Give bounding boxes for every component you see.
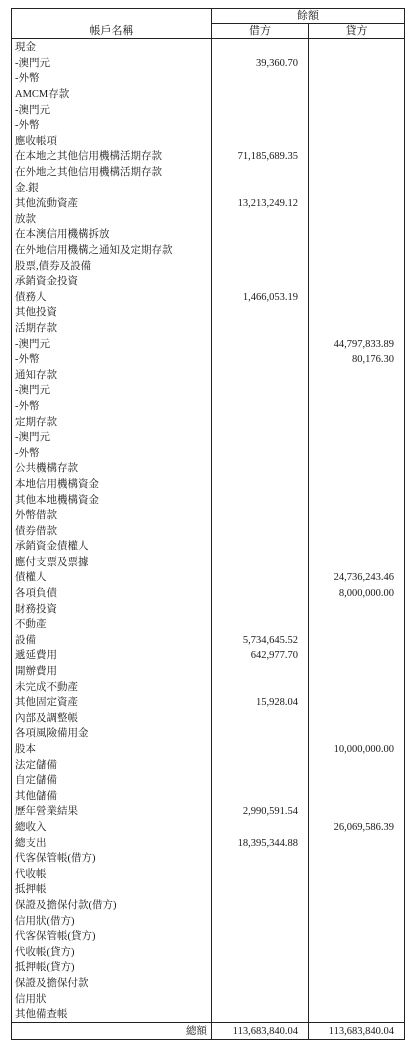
account-name-cell: -外幣 [12, 71, 212, 87]
debit-cell [212, 461, 309, 477]
credit-cell: 26,069,586.39 [309, 820, 405, 836]
account-name-cell: 信用狀 [12, 991, 212, 1007]
table-row [12, 929, 405, 945]
table-row [12, 1007, 405, 1023]
credit-cell [309, 695, 405, 711]
debit-cell [212, 102, 309, 118]
account-name-cell: -外幣 [12, 445, 212, 461]
credit-cell [309, 477, 405, 493]
debit-cell [212, 757, 309, 773]
debit-cell [212, 274, 309, 290]
table-row [12, 617, 405, 633]
credit-cell [309, 102, 405, 118]
credit-cell [309, 445, 405, 461]
account-name-cell: 公共機構存款 [12, 461, 212, 477]
credit-cell [309, 633, 405, 649]
table-row [12, 757, 405, 773]
table-row [12, 898, 405, 914]
account-name-cell: AMCM存款 [12, 87, 212, 103]
table-row [12, 586, 405, 602]
table-row [12, 305, 405, 321]
table-row [12, 492, 405, 508]
debit-cell: 13,213,249.12 [212, 196, 309, 212]
table-row [12, 664, 405, 680]
credit-cell [309, 383, 405, 399]
debit-cell [212, 212, 309, 228]
debit-cell [212, 227, 309, 243]
debit-cell [212, 679, 309, 695]
debit-cell [212, 492, 309, 508]
total-credit: 113,683,840.04 [309, 1023, 405, 1040]
account-name-cell: 其他流動資產 [12, 196, 212, 212]
account-name-cell: 承銷資金債權人 [12, 539, 212, 555]
debit-cell [212, 711, 309, 727]
table-row [12, 336, 405, 352]
debit-cell [212, 1007, 309, 1023]
debit-cell [212, 991, 309, 1007]
credit-cell [309, 929, 405, 945]
credit-cell: 80,176.30 [309, 352, 405, 368]
table-row [12, 508, 405, 524]
account-name-cell: -澳門元 [12, 102, 212, 118]
table-row [12, 227, 405, 243]
account-name-cell: 保證及擔保付款 [12, 976, 212, 992]
account-name-cell: 本地信用機構資金 [12, 477, 212, 493]
account-name-cell: 債權人 [12, 570, 212, 586]
account-name-cell: 代客保管帳(貸方) [12, 929, 212, 945]
credit-cell [309, 726, 405, 742]
table-row [12, 118, 405, 134]
account-name-cell: -外幣 [12, 399, 212, 415]
account-name-cell: 不動產 [12, 617, 212, 633]
credit-cell [309, 991, 405, 1007]
credit-cell [309, 835, 405, 851]
account-name-cell: 歷年營業結果 [12, 804, 212, 820]
credit-cell [309, 898, 405, 914]
account-name-cell: 抵押帳(貸方) [12, 960, 212, 976]
credit-cell [309, 134, 405, 150]
account-name-cell: 現金 [12, 39, 212, 56]
credit-cell [309, 648, 405, 664]
table-row [12, 243, 405, 259]
debit-cell [212, 165, 309, 181]
account-name-cell: 金.銀 [12, 180, 212, 196]
table-row [12, 321, 405, 337]
credit-cell [309, 165, 405, 181]
credit-cell [309, 866, 405, 882]
credit-cell [309, 227, 405, 243]
total-debit: 113,683,840.04 [212, 1023, 309, 1040]
balance-header: 餘額 [212, 9, 405, 24]
debit-cell [212, 430, 309, 446]
table-row [12, 274, 405, 290]
debit-cell [212, 944, 309, 960]
table-row [12, 523, 405, 539]
debit-cell: 39,360.70 [212, 56, 309, 72]
account-name-header: 帳戶名稱 [12, 9, 212, 39]
account-name-cell: 各項風險備用金 [12, 726, 212, 742]
table-row [12, 212, 405, 228]
account-name-cell: 財務投資 [12, 601, 212, 617]
table-row [12, 539, 405, 555]
account-name-cell: 在本地之其他信用機構活期存款 [12, 149, 212, 165]
debit-cell: 1,466,053.19 [212, 290, 309, 306]
account-name-cell: -澳門元 [12, 56, 212, 72]
credit-cell [309, 601, 405, 617]
credit-cell [309, 243, 405, 259]
table-row [12, 835, 405, 851]
account-name-cell: 放款 [12, 212, 212, 228]
table-row [12, 991, 405, 1007]
account-rows [12, 39, 405, 1023]
table-row [12, 461, 405, 477]
credit-cell [309, 305, 405, 321]
debit-cell [212, 414, 309, 430]
account-name-cell: 開辦費用 [12, 664, 212, 680]
table-row [12, 290, 405, 306]
credit-cell [309, 555, 405, 571]
credit-cell [309, 196, 405, 212]
table-row [12, 820, 405, 836]
account-name-cell: 設備 [12, 633, 212, 649]
credit-cell [309, 913, 405, 929]
table-row [12, 134, 405, 150]
debit-cell [212, 39, 309, 56]
table-row [12, 944, 405, 960]
credit-cell [309, 976, 405, 992]
account-name-cell: 應付支票及票據 [12, 555, 212, 571]
account-name-cell: 遞延費用 [12, 648, 212, 664]
credit-cell [309, 789, 405, 805]
account-name-cell: 法定儲備 [12, 757, 212, 773]
debit-cell [212, 726, 309, 742]
account-name-cell: 自定儲備 [12, 773, 212, 789]
debit-cell: 5,734,645.52 [212, 633, 309, 649]
credit-cell [309, 757, 405, 773]
table-row [12, 71, 405, 87]
table-row [12, 445, 405, 461]
debit-cell [212, 383, 309, 399]
credit-cell [309, 711, 405, 727]
total-label: 總額 [12, 1023, 212, 1040]
credit-cell [309, 149, 405, 165]
credit-cell [309, 679, 405, 695]
account-name-cell: 總支出 [12, 835, 212, 851]
table-row [12, 196, 405, 212]
debit-cell [212, 367, 309, 383]
credit-cell: 44,797,833.89 [309, 336, 405, 352]
credit-cell [309, 212, 405, 228]
credit-cell [309, 367, 405, 383]
table-row [12, 679, 405, 695]
debit-cell [212, 180, 309, 196]
debit-cell [212, 258, 309, 274]
credit-cell [309, 523, 405, 539]
credit-cell [309, 882, 405, 898]
account-name-cell: 通知存款 [12, 367, 212, 383]
account-name-cell: 其他本地機構資金 [12, 492, 212, 508]
credit-cell [309, 773, 405, 789]
debit-cell [212, 882, 309, 898]
account-name-cell: 定期存款 [12, 414, 212, 430]
credit-cell [309, 321, 405, 337]
debit-cell [212, 134, 309, 150]
table-row [12, 742, 405, 758]
credit-cell: 10,000,000.00 [309, 742, 405, 758]
account-name-cell: 內部及調整帳 [12, 711, 212, 727]
debit-cell [212, 87, 309, 103]
table-header [12, 9, 405, 39]
account-name-cell: 在外地信用機構之通知及定期存款 [12, 243, 212, 259]
credit-cell [309, 664, 405, 680]
account-name-cell: 代收帳(貸方) [12, 944, 212, 960]
table-row [12, 976, 405, 992]
table-row [12, 149, 405, 165]
credit-cell [309, 804, 405, 820]
debit-cell [212, 445, 309, 461]
debit-cell [212, 477, 309, 493]
table-row [12, 960, 405, 976]
table-row [12, 570, 405, 586]
account-name-cell: 其他固定資產 [12, 695, 212, 711]
account-name-cell: 債務人 [12, 290, 212, 306]
credit-cell [309, 399, 405, 415]
debit-cell [212, 321, 309, 337]
debit-cell [212, 523, 309, 539]
table-row [12, 695, 405, 711]
table-row [12, 399, 405, 415]
table-row [12, 882, 405, 898]
credit-cell [309, 56, 405, 72]
account-name-cell: 信用狀(借方) [12, 913, 212, 929]
table-row [12, 555, 405, 571]
debit-cell [212, 352, 309, 368]
credit-cell [309, 851, 405, 867]
table-row [12, 648, 405, 664]
account-name-cell: 在本澳信用機構拆放 [12, 227, 212, 243]
credit-cell [309, 274, 405, 290]
debit-cell [212, 243, 309, 259]
debit-cell: 18,395,344.88 [212, 835, 309, 851]
credit-header: 貸方 [309, 24, 405, 39]
account-name-cell: 其他備查帳 [12, 1007, 212, 1023]
credit-cell [309, 960, 405, 976]
debit-cell: 2,990,591.54 [212, 804, 309, 820]
credit-cell [309, 461, 405, 477]
table-row [12, 866, 405, 882]
account-name-cell: -外幣 [12, 352, 212, 368]
table-row [12, 165, 405, 181]
account-name-cell: 代收帳 [12, 866, 212, 882]
debit-cell [212, 851, 309, 867]
account-name-cell: 債券借款 [12, 523, 212, 539]
debit-cell [212, 773, 309, 789]
debit-cell [212, 399, 309, 415]
debit-cell [212, 305, 309, 321]
debit-cell [212, 118, 309, 134]
credit-cell [309, 430, 405, 446]
debit-cell [212, 866, 309, 882]
debit-cell [212, 820, 309, 836]
credit-cell [309, 258, 405, 274]
debit-cell [212, 555, 309, 571]
total-row [12, 1023, 405, 1040]
debit-cell [212, 929, 309, 945]
debit-cell [212, 508, 309, 524]
table-row [12, 102, 405, 118]
table-row [12, 773, 405, 789]
credit-cell [309, 71, 405, 87]
credit-cell [309, 118, 405, 134]
account-name-cell: 代客保管帳(借方) [12, 851, 212, 867]
account-name-cell: 其他儲備 [12, 789, 212, 805]
credit-cell [309, 39, 405, 56]
debit-cell [212, 664, 309, 680]
table-row [12, 414, 405, 430]
account-name-cell: 未完成不動產 [12, 679, 212, 695]
debit-cell [212, 960, 309, 976]
account-name-cell: -外幣 [12, 118, 212, 134]
credit-cell [309, 290, 405, 306]
credit-cell [309, 492, 405, 508]
debit-cell: 642,977.70 [212, 648, 309, 664]
account-name-cell: 抵押帳 [12, 882, 212, 898]
table-row [12, 913, 405, 929]
debit-cell [212, 336, 309, 352]
credit-cell [309, 508, 405, 524]
credit-cell [309, 944, 405, 960]
table-row [12, 851, 405, 867]
account-name-cell: 股本 [12, 742, 212, 758]
trial-balance-table [11, 8, 405, 1040]
table-row [12, 601, 405, 617]
account-name-cell: 各項負債 [12, 586, 212, 602]
account-name-cell: 其他投資 [12, 305, 212, 321]
account-name-cell: 外幣借款 [12, 508, 212, 524]
account-name-cell: -澳門元 [12, 336, 212, 352]
debit-cell [212, 789, 309, 805]
table-row [12, 477, 405, 493]
credit-cell: 8,000,000.00 [309, 586, 405, 602]
debit-cell [212, 71, 309, 87]
table-row [12, 383, 405, 399]
table-row [12, 633, 405, 649]
debit-cell [212, 586, 309, 602]
account-name-cell: -澳門元 [12, 383, 212, 399]
table-row [12, 180, 405, 196]
credit-cell [309, 1007, 405, 1023]
table-row [12, 711, 405, 727]
table-row [12, 367, 405, 383]
table-row [12, 430, 405, 446]
account-name-cell: 應收帳項 [12, 134, 212, 150]
account-name-cell: 總收入 [12, 820, 212, 836]
credit-cell [309, 539, 405, 555]
account-name-cell: 活期存款 [12, 321, 212, 337]
account-name-cell: 股票,債券及設備 [12, 258, 212, 274]
debit-cell: 15,928.04 [212, 695, 309, 711]
debit-cell [212, 742, 309, 758]
table-row [12, 39, 405, 56]
credit-cell [309, 617, 405, 633]
credit-cell [309, 87, 405, 103]
debit-cell [212, 617, 309, 633]
table-row [12, 352, 405, 368]
debit-cell [212, 539, 309, 555]
table-row [12, 726, 405, 742]
debit-cell: 71,185,689.35 [212, 149, 309, 165]
credit-cell [309, 414, 405, 430]
table-row [12, 56, 405, 72]
debit-cell [212, 570, 309, 586]
account-name-cell: 承銷資金投資 [12, 274, 212, 290]
account-name-cell: -澳門元 [12, 430, 212, 446]
account-name-cell: 保證及擔保付款(借方) [12, 898, 212, 914]
credit-cell: 24,736,243.46 [309, 570, 405, 586]
credit-cell [309, 180, 405, 196]
account-name-cell: 在外地之其他信用機構活期存款 [12, 165, 212, 181]
table-row [12, 258, 405, 274]
table-row [12, 789, 405, 805]
table-row [12, 87, 405, 103]
debit-cell [212, 898, 309, 914]
debit-cell [212, 913, 309, 929]
debit-cell [212, 976, 309, 992]
debit-header: 借方 [212, 24, 309, 39]
table-row [12, 804, 405, 820]
debit-cell [212, 601, 309, 617]
